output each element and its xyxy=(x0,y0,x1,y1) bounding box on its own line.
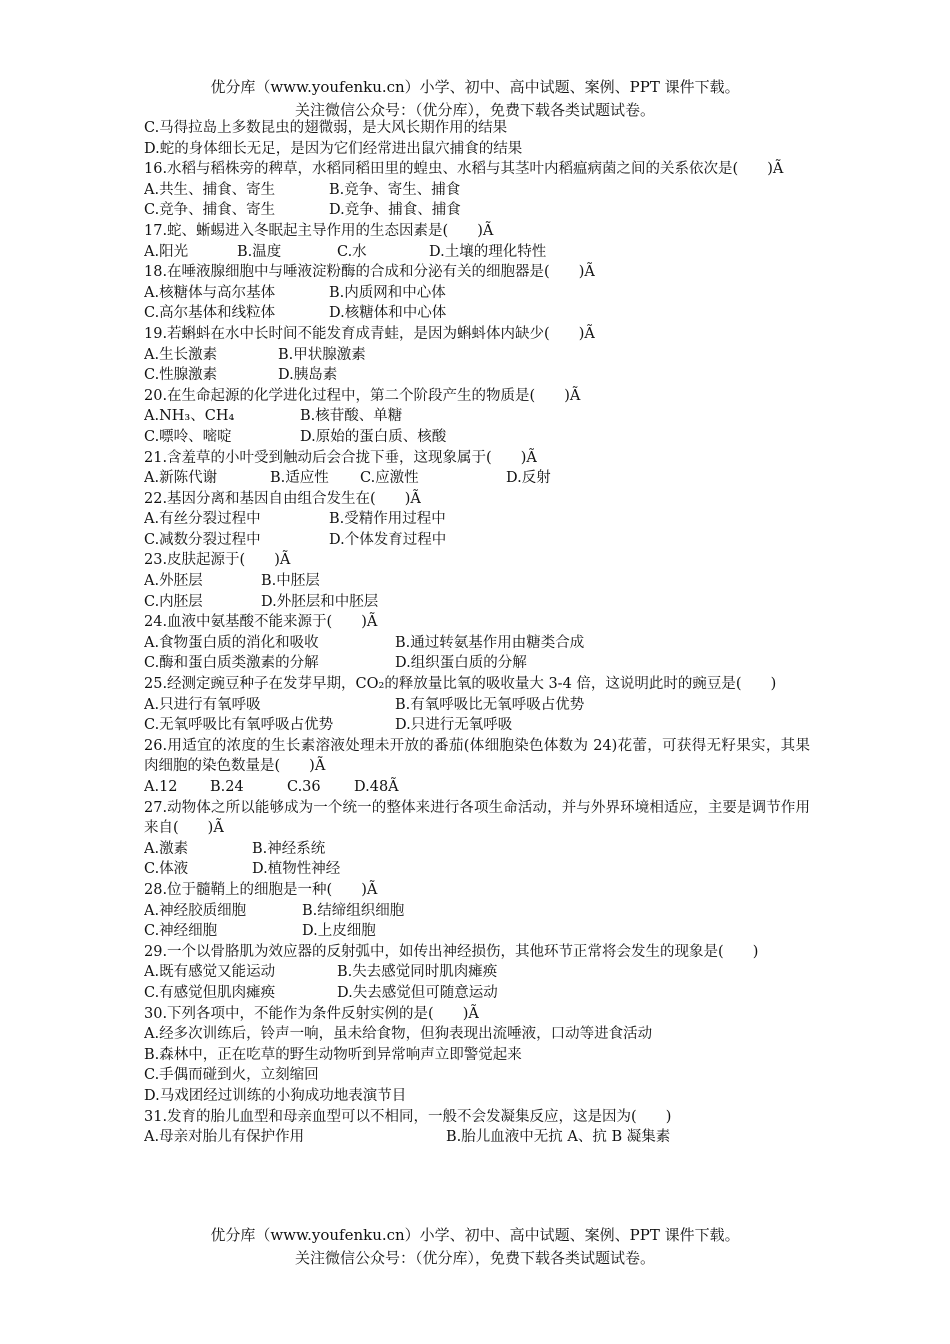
answer-option: D.核糖体和中心体 xyxy=(329,305,447,322)
option-row xyxy=(144,345,810,366)
answer-option: A.12 xyxy=(144,779,178,795)
answer-option: B.森林中，正在吃草的野生动物听到异常响声立即警觉起来 xyxy=(144,1046,522,1063)
option-row xyxy=(144,1024,810,1045)
answer-option: B.中胚层 xyxy=(261,573,320,590)
answer-option: C.减数分裂过程中 xyxy=(144,531,261,548)
answer-option: A.激素 xyxy=(144,840,189,857)
question-stem: 19.若蝌蚪在水中长时间不能发育成青蛙，是因为蝌蚪体内缺少( )Ã xyxy=(144,325,595,342)
answer-option: D.外胚层和中胚层 xyxy=(261,593,379,610)
option-row xyxy=(144,777,810,798)
answer-option: B.温度 xyxy=(237,243,282,260)
question-stem: 16.水稻与稻株旁的稗草，水稻同稻田里的蝗虫、水稻与其茎叶内稻瘟病菌之间的关系依次是( )Ã xyxy=(144,161,784,178)
answer-option: C.酶和蛋白质类激素的分解 xyxy=(144,655,319,672)
question-stem: 27.动物体之所以能够成为一个统一的整体来进行各项生命活动，并与外界环境相适应，主要是调节作用来自( )Ã xyxy=(144,799,810,837)
question-list xyxy=(144,118,810,1148)
option-row xyxy=(144,962,810,983)
option-row xyxy=(144,509,810,530)
footer-line-site: 优分库（www.youfenku.cn）小学、初中、高中试题、案例、PPT 课件下载。 xyxy=(210,1226,740,1244)
question-stem: 30.下列各项中，不能作为条件反射实例的是( )Ã xyxy=(144,1005,479,1022)
answer-option: D.植物性神经 xyxy=(252,861,341,878)
question-stem: 26.用适宜的浓度的生长素溶液处理未开放的番茄(体细胞染色体数为 24)花蕾，可获得无籽果实，其果肉细胞的染色数量是( )Ã xyxy=(144,737,810,775)
answer-option: D.48Ã xyxy=(354,779,399,795)
option-row xyxy=(144,530,810,551)
carryover-option-d: D.蛇的身体细长无足，是因为它们经常进出鼠穴捕食的结果 xyxy=(144,140,523,157)
option-row xyxy=(144,242,810,263)
answer-option: A.生长激素 xyxy=(144,346,218,363)
answer-option: B.神经系统 xyxy=(252,840,326,857)
answer-option: D.土壤的理化特性 xyxy=(429,243,547,260)
answer-option: D.马戏团经过训练的小狗成功地表演节目 xyxy=(144,1087,407,1104)
answer-option: C.竞争、捕食、寄生 xyxy=(144,202,276,219)
answer-option: D.胰岛素 xyxy=(278,367,338,384)
option-row xyxy=(144,633,810,654)
answer-option: C.水 xyxy=(337,243,367,260)
answer-option: B.通过转氨基作用由糖类合成 xyxy=(395,634,585,651)
header-line-site: 优分库（www.youfenku.cn）小学、初中、高中试题、案例、PPT 课件下载。 xyxy=(210,78,740,96)
option-row xyxy=(144,200,810,221)
option-row xyxy=(144,406,810,427)
answer-option: D.上皮细胞 xyxy=(302,923,376,940)
answer-option: B.竞争、寄生、捕食 xyxy=(329,181,461,198)
answer-option: C.神经细胞 xyxy=(144,923,218,940)
answer-option: D.只进行无氧呼吸 xyxy=(395,717,513,734)
answer-option: A.外胚层 xyxy=(144,573,203,590)
answer-option: C.高尔基体和线粒体 xyxy=(144,305,276,322)
answer-option: C.有感觉但肌肉瘫痪 xyxy=(144,984,276,1001)
option-row xyxy=(144,365,810,386)
question-stem: 28.位于髓鞘上的细胞是一种( )Ã xyxy=(144,881,378,898)
option-row xyxy=(144,1127,810,1148)
answer-option: B.24 xyxy=(210,779,244,795)
question-stem: 25.经测定豌豆种子在发芽早期，CO₂的释放量比氧的吸收量大 3-4 倍，这说明此时的豌豆是( ) xyxy=(144,676,777,693)
answer-option: A.母亲对胎儿有保护作用 xyxy=(144,1129,305,1146)
answer-option: C.应激性 xyxy=(360,470,419,487)
answer-option: B.内质网和中心体 xyxy=(329,284,446,301)
answer-option: C.嘌呤、嘧啶 xyxy=(144,428,232,445)
answer-option: A.新陈代谢 xyxy=(144,470,218,487)
option-row xyxy=(144,901,810,922)
option-row xyxy=(144,859,810,880)
answer-option: A.阳光 xyxy=(144,243,189,260)
answer-option: D.竞争、捕食、捕食 xyxy=(329,202,461,219)
option-row xyxy=(144,468,810,489)
answer-option: D.组织蛋白质的分解 xyxy=(395,655,527,672)
answer-option: C.无氧呼吸比有氧呼吸占优势 xyxy=(144,717,334,734)
question-stem: 21.含羞草的小叶受到触动后会合拢下垂，这现象属于( )Ã xyxy=(144,449,537,466)
answer-option: C.性腺激素 xyxy=(144,367,218,384)
answer-option: B.失去感觉同时肌肉瘫痪 xyxy=(337,964,498,981)
answer-option: B.有氧呼吸比无氧呼吸占优势 xyxy=(395,696,585,713)
answer-option: A.NH₃、CH₄ xyxy=(144,408,235,425)
questions xyxy=(144,159,810,1148)
question-stem: 24.血液中氨基酸不能来源于( )Ã xyxy=(144,614,378,631)
answer-option: A.食物蛋白质的消化和吸收 xyxy=(144,634,319,651)
option-row xyxy=(144,1086,810,1107)
answer-option: B.适应性 xyxy=(270,470,329,487)
option-row xyxy=(144,983,810,1004)
answer-option: B.结缔组织细胞 xyxy=(302,902,405,919)
answer-option: B.受精作用过程中 xyxy=(329,511,446,528)
answer-option: A.有丝分裂过程中 xyxy=(144,511,261,528)
question-stem: 18.在唾液腺细胞中与唾液淀粉酶的合成和分泌有关的细胞器是( )Ã xyxy=(144,264,595,281)
option-row xyxy=(144,921,810,942)
option-row xyxy=(144,653,810,674)
answer-option: A.只进行有氧呼吸 xyxy=(144,696,261,713)
answer-option: D.原始的蛋白质、核酸 xyxy=(300,428,447,445)
header-line-wechat: 关注微信公众号：（优分库），免费下载各类试题试卷。 xyxy=(294,101,655,119)
option-row xyxy=(144,180,810,201)
answer-option: C.内胚层 xyxy=(144,593,203,610)
option-row xyxy=(144,715,810,736)
answer-option: B.甲状腺激素 xyxy=(278,346,366,363)
question-stem: 22.基因分离和基因自由组合发生在( )Ã xyxy=(144,490,421,507)
option-row xyxy=(144,283,810,304)
option-row xyxy=(144,695,810,716)
option-row xyxy=(144,427,810,448)
carryover-option-c: C.马得拉岛上多数昆虫的翅微弱，是大风长期作用的结果 xyxy=(144,120,508,136)
footer-line-wechat: 关注微信公众号：（优分库），免费下载各类试题试卷。 xyxy=(294,1249,655,1267)
question-stem: 17.蛇、蜥蜴进入冬眠起主导作用的生态因素是( )Ã xyxy=(144,222,494,239)
option-row xyxy=(144,1045,810,1066)
answer-option: A.既有感觉又能运动 xyxy=(144,964,276,981)
answer-option: A.神经胶质细胞 xyxy=(144,902,247,919)
question-stem: 23.皮肤起源于( )Ã xyxy=(144,552,291,569)
option-row xyxy=(144,571,810,592)
answer-option: A.经多次训练后，铃声一响，虽未给食物，但狗表现出流唾液，口动等进食活动 xyxy=(144,1026,653,1043)
answer-option: B.胎儿血液中无抗 A、抗 B 凝集素 xyxy=(446,1129,671,1146)
answer-option: C.手偶而碰到火，立刻缩回 xyxy=(144,1067,319,1084)
answer-option: C.体液 xyxy=(144,861,189,878)
answer-option: D.反射 xyxy=(506,470,551,487)
question-stem: 29.一个以骨胳肌为效应器的反射弧中，如传出神经损伤，其他环节正常将会发生的现象是( ) xyxy=(144,943,759,960)
question-stem: 31.发育的胎儿血型和母亲血型可以不相同，一般不会发凝集反应，这是因为( ) xyxy=(144,1108,672,1125)
option-row xyxy=(144,1065,810,1086)
option-row xyxy=(144,839,810,860)
option-row xyxy=(144,303,810,324)
answer-option: C.36 xyxy=(287,779,321,795)
answer-option: B.核苷酸、单糖 xyxy=(300,408,403,425)
answer-option: A.共生、捕食、寄生 xyxy=(144,181,276,198)
option-row xyxy=(144,592,810,613)
answer-option: D.个体发育过程中 xyxy=(329,531,447,548)
answer-option: D.失去感觉但可随意运动 xyxy=(337,984,498,1001)
question-stem: 20.在生命起源的化学进化过程中，第二个阶段产生的物质是( )Ã xyxy=(144,387,581,404)
answer-option: A.核糖体与高尔基体 xyxy=(144,284,276,301)
